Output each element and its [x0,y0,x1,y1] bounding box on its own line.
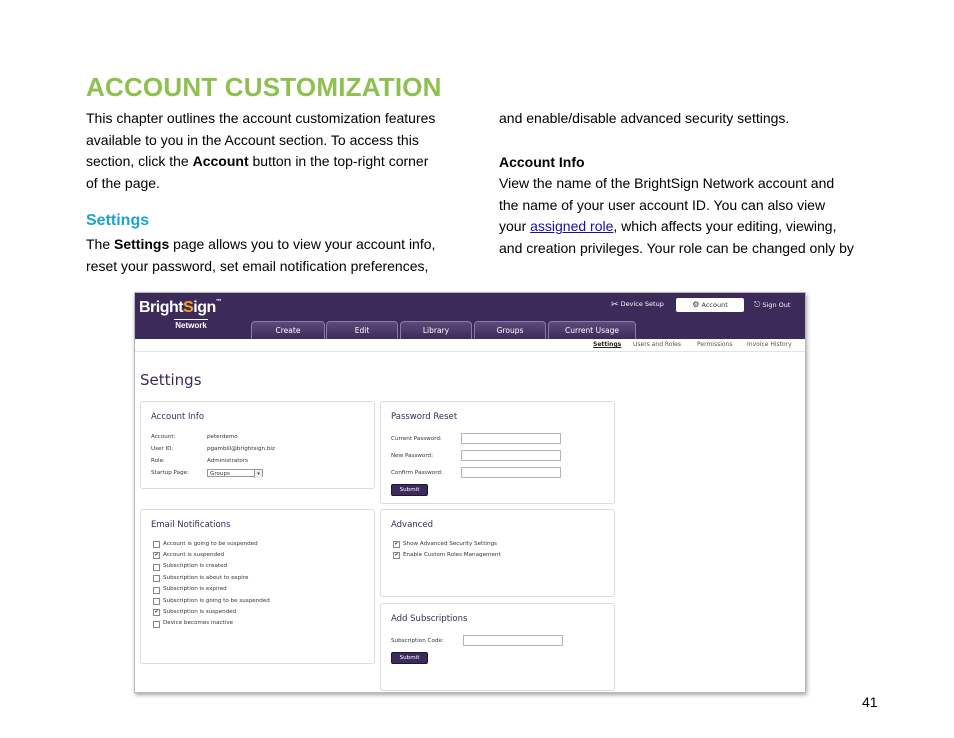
chapter-heading: ACCOUNT CUSTOMIZATION [86,72,442,102]
new-password-label: New Password: [391,453,433,459]
intro-line: available to you in the Account section. To access this [86,131,419,148]
panel-title: Password Reset [391,412,458,422]
account-info-line: your assigned role, which affects your editing, viewing, [499,218,837,235]
checkbox-label: Subscription is about to expire [163,574,249,581]
device-setup-link[interactable]: ✂ Device Setup [611,300,664,310]
checkbox[interactable]: ✔ [394,552,399,559]
add-subscriptions-panel [380,603,615,691]
confirm-password-label: Confirm Password: [391,470,443,476]
checkbox-label: Show Advanced Security Settings [403,540,497,547]
settings-paragraph [86,234,458,277]
checkbox-label: Subscription is going to be suspended [163,597,270,604]
password-submit-button[interactable]: Submit [391,484,428,496]
current-password-label: Current Password: [391,436,442,442]
tab-current-usage[interactable]: Current Usage [548,321,636,339]
account-bold: Account [192,153,249,170]
account-info-heading: Account Info [499,154,585,170]
panel-title: Advanced [391,520,433,530]
subnav-permissions[interactable]: Permissions [697,341,733,348]
tab-groups[interactable]: Groups [474,321,546,339]
checkbox-label: Subscription is created [163,563,228,570]
intro-line: of the page. [86,175,160,192]
checkbox[interactable] [153,587,160,594]
checkbox[interactable]: ✔ [154,552,159,559]
checkbox[interactable]: ✔ [394,541,399,547]
checkbox-label: Enable Custom Roles Management [403,551,501,558]
user-id-label: User ID: [151,446,174,452]
account-info-paragraph [499,173,879,260]
sign-out-link[interactable]: ⎋ Sign Out [754,300,791,309]
checkbox-label: Subscription is suspended [163,608,237,615]
sign-out-icon: ⎋ [754,300,761,309]
page-title: Settings [140,371,202,389]
settings-heading: Settings [86,212,150,229]
tools-icon: ✂ [611,300,619,310]
tab-create[interactable]: Create [251,321,325,339]
assigned-role-link[interactable]: assigned role [530,218,614,235]
checkbox-label: Account is going to be suspended [163,540,258,547]
startup-page-select[interactable]: Groups ▾ [207,469,263,477]
tab-edit[interactable]: Edit [326,321,398,339]
checkbox-label: Account is suspended [163,551,225,558]
user-id-value: pgambill@brightsign.biz [207,446,275,452]
account-info-line: and creation privileges. Your role can be changed only by [499,240,854,257]
subnav-users-and-roles[interactable]: Users and Roles [633,341,681,348]
intro-line: section, click the Account button in the top-right corner [86,153,429,170]
gear-icon: ⚙ [692,300,700,309]
advanced-panel [380,509,615,597]
settings-line: The Settings page allows you to view your account info, [86,236,436,252]
settings-bold: Settings [114,236,170,252]
settings-screenshot [134,292,806,693]
checkbox[interactable]: ✔ [154,609,159,616]
checkbox[interactable] [153,598,160,605]
confirm-password-field[interactable] [461,467,561,478]
subscription-submit-button[interactable]: Submit [391,652,428,664]
right-continuation: and enable/disable advanced security settings. [499,110,790,126]
settings-line: reset your password, set email notification preferences, [86,257,429,274]
checkbox-label: Subscription is expired [163,586,227,593]
checkbox[interactable] [153,564,160,571]
subnav-invoice-history[interactable]: Invoice History [747,341,792,348]
checkbox[interactable] [153,575,160,582]
network-label: Network [175,321,207,330]
subnav-divider [135,351,805,352]
account-info-panel [140,401,375,489]
brightsign-logo: BrightSign™ [139,299,222,316]
account-button[interactable]: ⚙ Account [676,298,744,312]
panel-title: Account Info [151,412,205,422]
subnav-settings[interactable]: Settings [593,341,622,348]
account-label: Account: [151,434,176,440]
page-number: 41 [862,694,878,710]
chevron-down-icon: ▾ [254,470,262,478]
top-navigation-bar [135,293,805,339]
panel-title: Add Subscriptions [391,614,468,624]
checkbox[interactable] [153,621,160,628]
current-password-field[interactable] [461,433,561,444]
new-password-field[interactable] [461,450,561,461]
intro-paragraph [86,108,458,195]
account-info-line: the name of your user account ID. You can also view [499,196,826,213]
intro-line: This chapter outlines the account customization features [86,110,436,126]
checkbox[interactable] [153,541,160,548]
checkbox-label: Device becomes inactive [163,620,234,627]
password-reset-panel [380,401,615,504]
subscription-code-field[interactable] [463,635,563,646]
account-info-line: View the name of the BrightSign Network account and [499,175,835,191]
tab-library[interactable]: Library [400,321,472,339]
startup-page-label: Startup Page: [151,470,189,476]
subscription-code-label: Subscription Code: [391,638,444,644]
role-label: Role: [151,458,165,464]
email-notifications-panel [140,509,375,664]
panel-title: Email Notifications [151,520,231,530]
account-value: peterdemo [207,434,238,440]
role-value: Administrators [207,458,249,464]
